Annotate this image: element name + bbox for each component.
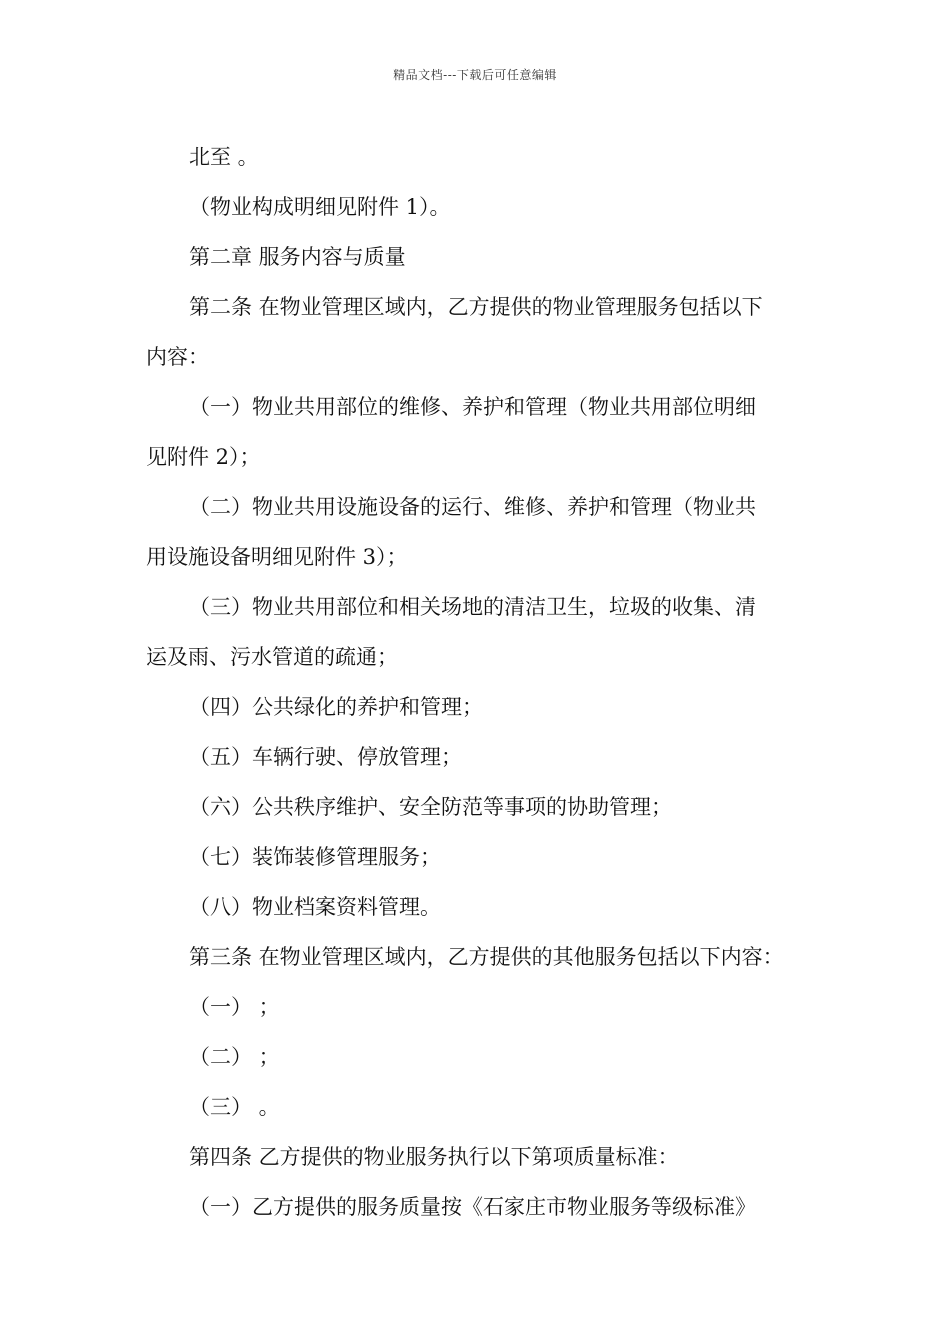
list-item: （五）车辆行驶、停放管理； bbox=[189, 745, 462, 769]
list-item: （二） ； bbox=[189, 1045, 280, 1069]
list-item: （四）公共绿化的养护和管理； bbox=[189, 695, 483, 719]
list-item: （七）装饰装修管理服务； bbox=[189, 845, 441, 869]
document-body bbox=[146, 132, 808, 1232]
text-line: 内容： bbox=[146, 345, 209, 369]
text-line: 北至 。 bbox=[189, 145, 259, 169]
page-header: 精品文档---下载后可任意编辑 bbox=[393, 68, 557, 82]
list-item: （八）物业档案资料管理。 bbox=[189, 895, 441, 919]
text-line: （物业构成明细见附件 1）。 bbox=[189, 195, 451, 219]
list-item: （二）物业共用设施设备的运行、维修、养护和管理（物业共 bbox=[189, 495, 756, 519]
text-line: 运及雨、污水管道的疏通； bbox=[146, 645, 398, 669]
article-3-line: 第三条 在物业管理区域内，乙方提供的其他服务包括以下内容： bbox=[189, 945, 784, 969]
chapter-heading: 第二章 服务内容与质量 bbox=[189, 245, 406, 269]
list-item: （一） ； bbox=[189, 995, 280, 1019]
list-item: （三）物业共用部位和相关场地的清洁卫生，垃圾的收集、清 bbox=[189, 595, 756, 619]
text-line: 用设施设备明细见附件 3）； bbox=[146, 545, 408, 569]
article-2-line: 第二条 在物业管理区域内，乙方提供的物业管理服务包括以下 bbox=[189, 295, 763, 319]
text-line: 见附件 2）； bbox=[146, 445, 261, 469]
list-item: （一）物业共用部位的维修、养护和管理（物业共用部位明细 bbox=[189, 395, 756, 419]
list-item: （一）乙方提供的服务质量按《石家庄市物业服务等级标准》 bbox=[189, 1195, 756, 1219]
article-4-line: 第四条 乙方提供的物业服务执行以下第项质量标准： bbox=[189, 1145, 679, 1169]
list-item: （六）公共秩序维护、安全防范等事项的协助管理； bbox=[189, 795, 672, 819]
list-item: （三） 。 bbox=[189, 1095, 280, 1119]
